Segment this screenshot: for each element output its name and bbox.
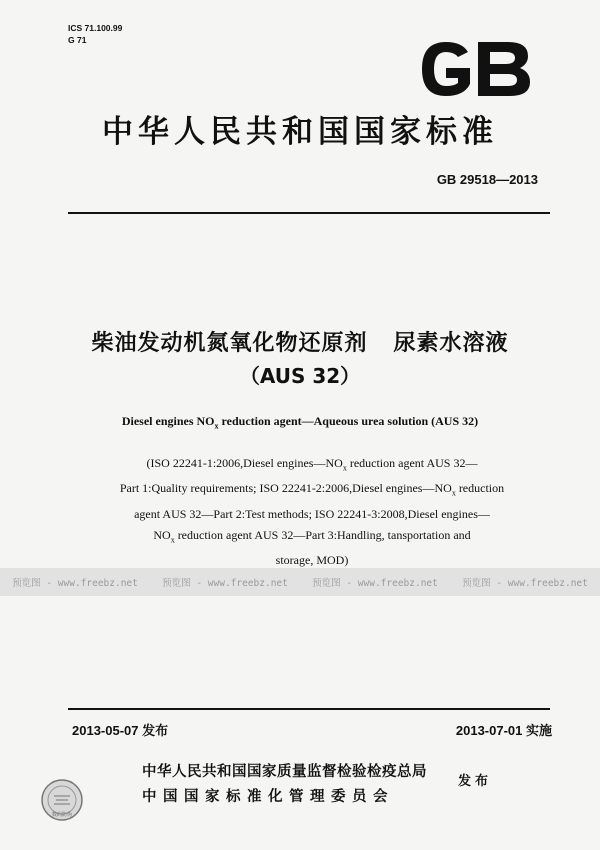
iso-reference — [82, 453, 542, 571]
issue-date: 2013-05-07 发布 — [72, 723, 169, 738]
header-divider — [68, 212, 550, 214]
standard-number: GB 29518—2013 — [436, 172, 538, 187]
watermark-text: 预览图 - www.freebz.net — [312, 578, 438, 589]
iso-reference-line: Part 1:Quality requirements; ISO 22241-2:2006,Diesel $engines—NO_x$ reduction — [119, 481, 505, 498]
ccs-code: G 71 — [68, 35, 87, 45]
watermark-text: 预览图 - www.freebz.net — [462, 578, 588, 589]
implementation-date: 2013-07-01 实施 — [455, 723, 552, 738]
issuing-authority — [142, 760, 427, 806]
classification-codes — [68, 22, 122, 46]
standard-category-title: 中华人民共和国国家标准 — [102, 114, 498, 150]
iso-reference-line: agent AUS 32—Part 2:Test methods; ISO 22241-3:2008,Diesel engines— — [134, 506, 490, 521]
authority-line-sac: 中国国家标准化管理委员会 — [142, 789, 394, 805]
publish-label: 发布 — [458, 774, 493, 789]
chinese-subtitle: （AUS 32） — [239, 364, 361, 388]
ics-code: ICS 71.100.99 — [68, 23, 123, 33]
watermark-text: 预览图 - www.freebz.net — [12, 578, 138, 589]
gb-logo — [416, 38, 534, 100]
footer-divider — [68, 708, 550, 710]
iso-reference-line: storage, MOD) — [275, 553, 349, 568]
iso-reference-line: (ISO 22241-1:2006,Diesel $engines—NO_x$ reduction agent AUS 32— — [146, 456, 478, 473]
seal-label: 数码防伪 — [51, 812, 73, 818]
english-title: Diesel engines $NO_x$ reduction agent—Aqueous urea solution (AUS 32) — [121, 414, 479, 431]
authority-line-aqsiq: 中华人民共和国国家质量监督检验检疫总局 — [142, 764, 427, 780]
watermark-text: 预览图 - www.freebz.net — [162, 578, 288, 589]
watermark-band — [0, 568, 600, 596]
iso-reference-line: $NO_x$ reduction agent AUS 32—Part 3:Handling, tansportation and — [153, 527, 471, 545]
anti-counterfeit-seal-icon — [40, 778, 84, 822]
chinese-title: 柴油发动机氮氧化物还原剂 尿素水溶液 — [91, 331, 509, 356]
